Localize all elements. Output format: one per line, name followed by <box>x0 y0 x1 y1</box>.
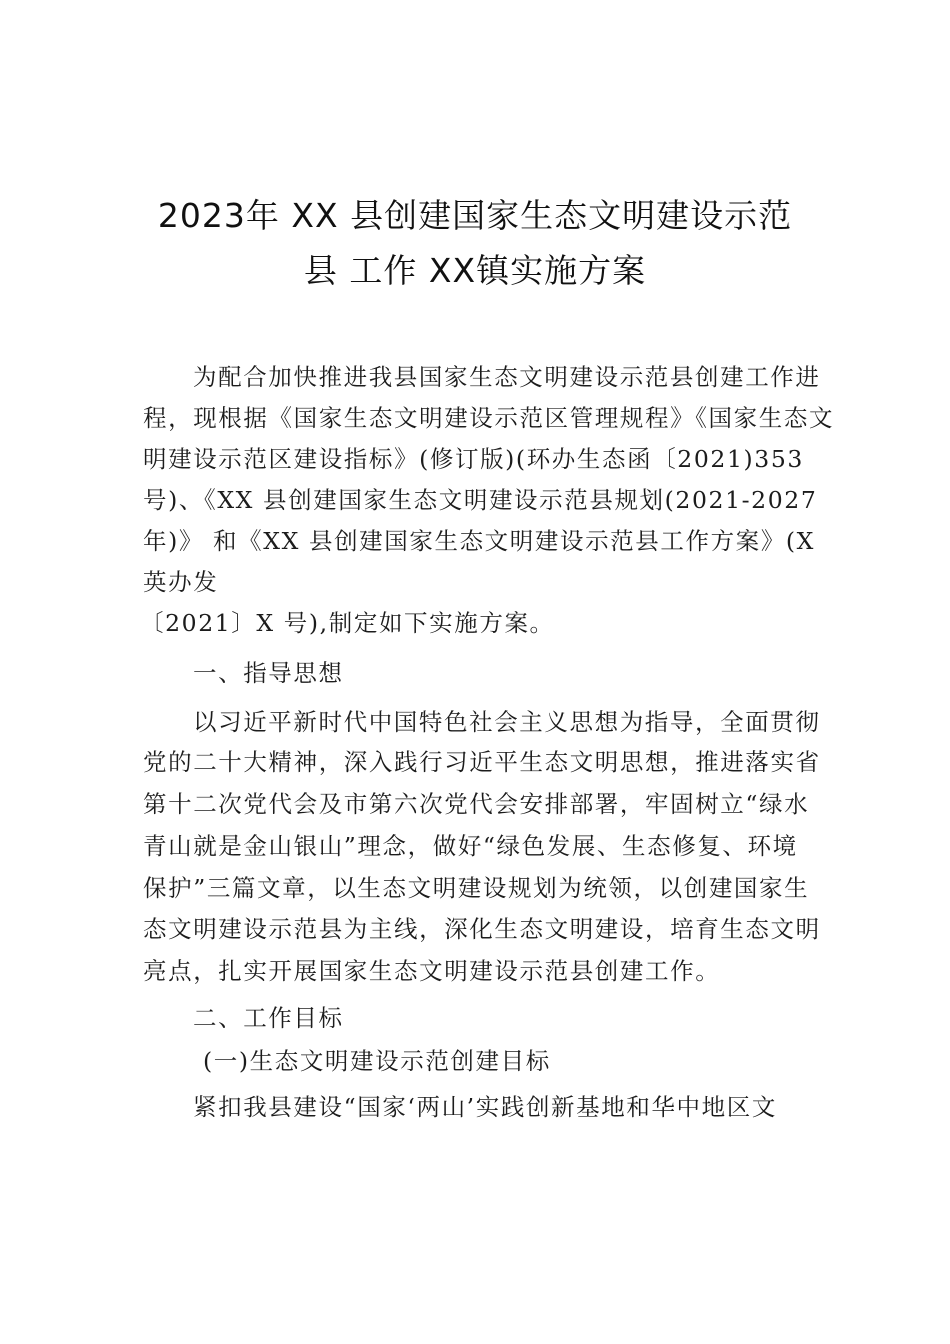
section-1-line-1: 以习近平新时代中国特色社会主义思想为指导，全面贯彻 <box>193 708 821 736</box>
section-1-line-2: 党的二十大精神，深入践行习近平生态文明思想，推进落实省 <box>143 748 821 776</box>
section-1-line-3: 第十二次党代会及市第六次党代会安排部署，牢固树立“绿水 <box>143 790 810 818</box>
intro-line-3: 明建设示范区建设指标》(修订版)(环办生态函〔2021)353 <box>143 445 804 473</box>
intro-line-6: 英办发 <box>143 568 219 596</box>
intro-line-5: 年)》 和《XX 县创建国家生态文明建设示范县工作方案》(X <box>143 527 815 555</box>
section-1-line-7: 亮点，扎实开展国家生态文明建设示范县创建工作。 <box>143 957 721 985</box>
section-1-heading: 一、指导思想 <box>193 659 344 687</box>
intro-line-7: 〔2021〕X 号),制定如下实施方案。 <box>140 609 555 637</box>
section-1-line-6: 态文明建设示范县为主线，深化生态文明建设，培育生态文明 <box>143 915 821 943</box>
section-2-heading: 二、工作目标 <box>193 1004 344 1032</box>
section-2-line-1: 紧扣我县建设“国家‘两山’实践创新基地和华中地区文 <box>193 1093 777 1121</box>
section-2-subheading: (一)生态文明建设示范创建目标 <box>203 1047 551 1075</box>
section-1-line-4: 青山就是金山银山”理念，做好“绿色发展、生态修复、环境 <box>143 832 798 860</box>
section-1-line-5: 保护”三篇文章，以生态文明建设规划为统领，以创建国家生 <box>143 874 810 902</box>
intro-line-1: 为配合加快推进我县国家生态文明建设示范县创建工作进 <box>193 363 821 391</box>
document-title-line-2: 县 工作 XX镇实施方案 <box>303 251 647 290</box>
intro-line-2: 程，现根据《国家生态文明建设示范区管理规程》《国家生态文 <box>143 404 835 432</box>
document-title-line-1: 2023年 XX 县创建国家生态文明建设示范 <box>157 196 793 235</box>
intro-line-4: 号)、《XX 县创建国家生态文明建设示范县规划(2021-2027 <box>143 486 818 514</box>
